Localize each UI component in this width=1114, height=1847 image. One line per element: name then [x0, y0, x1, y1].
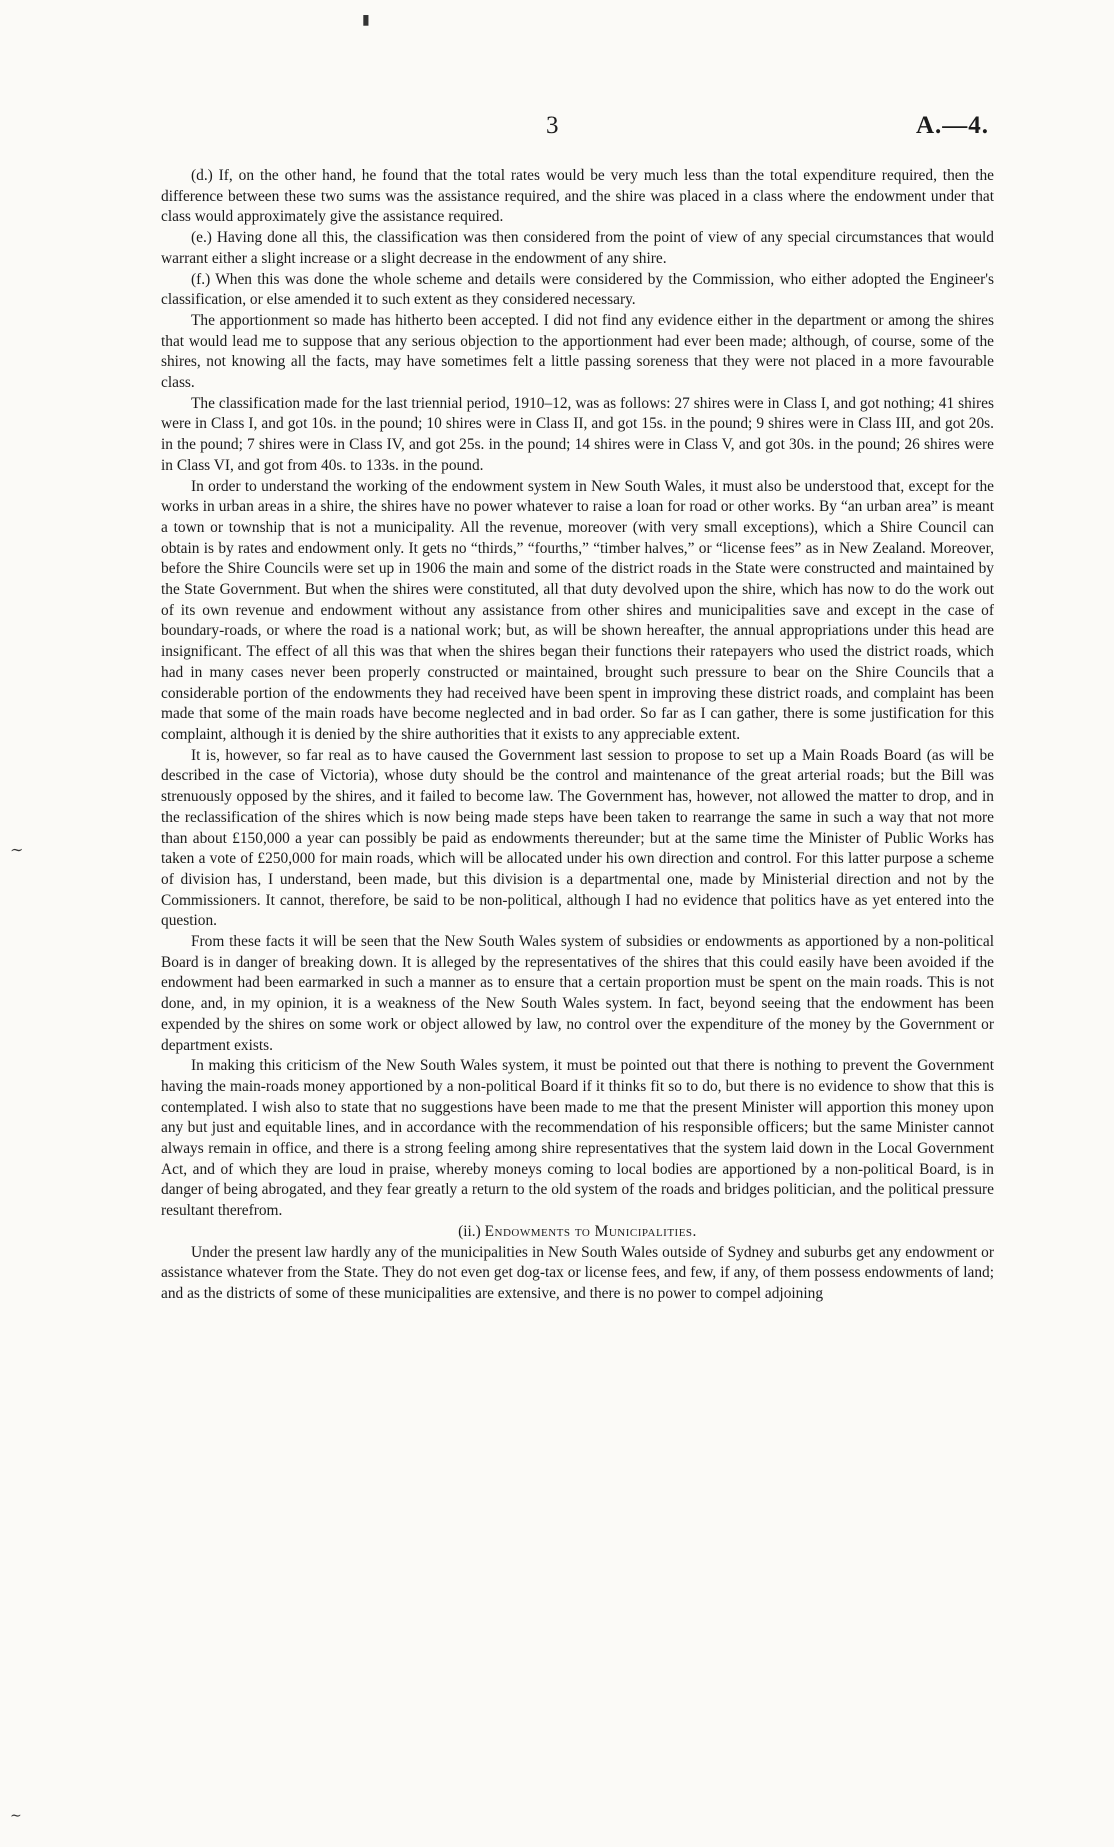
section-title: Endowments to Municipalities.: [484, 1222, 697, 1240]
paragraph-breaking-down: From these facts it will be seen that the New South Wales system of subsidies or endowments as apportioned by a non-political Board is in danger of breaking down. It is alleged by the representatives of the shires that this could easily have been avoided if the endowment had been earmarked in such a manner as to ensure that a certain proportion must be spent on the main roads. This is not done, and, in my opinion, it is a weakness of the New South Wales system. In fact, beyond seeing that the endowment has been expended by the shires on some work or object allowed by law, no control over the expenditure of the money by the Government or department exists.: [161, 933, 994, 1054]
section-number: (ii.): [458, 1222, 481, 1240]
paper-reference: A.—4.: [915, 112, 989, 139]
paragraph-classification: The classification made for the last triennial period, 1910–12, was as follows: 27 shires were in Class I, and got nothing; 41 shires were in Class I, and got 10s. in the pound; 10 shires were in Class II, and got 15s. in the pound; 9 shires were in Class III, and got 20s. in the pound; 7 shires were in Class IV, and got 25s. in the pound; 14 shires were in Class V, and got 30s. in the pound; 26 shires were in Class VI, and got from 40s. to 133s. in the pound.: [161, 394, 994, 474]
margin-mark: ∼: [10, 1809, 22, 1824]
page-number: 3: [546, 112, 559, 139]
paragraph-main-roads-board: It is, however, so far real as to have caused the Government last session to propose to set up a Main Roads Board (as will be described in the case of Victoria), whose duty should be the control and maintenance of the great arterial roads; but the Bill was strenuously opposed by the shires, and it failed to become law. The Government has, however, not allowed the matter to drop, and in the reclassification of the shires which is now being made steps have been taken to rearrange the same in such a way that not more than about £150,000 a year can possibly be paid as endowments thereunder; but at the same time the Minister of Public Works has taken a vote of £250,000 for main roads, which will be allocated under his own direction and control. For this latter purpose a scheme of division has, I understand, been made, but this division is a departmental one, made by Ministerial direction and not by the Commissioners. It cannot, therefore, be said to be non-political, although I had no evidence that politics have as yet entered into the question.: [161, 746, 994, 930]
paragraph-d: (d.) If, on the other hand, he found that the total rates would be very much less than the total expenditure required, then the difference between these two sums was the assistance required, and the shire was placed in a class where the endowment under that class would approximately give the assistance required.: [161, 167, 994, 226]
paragraph-apportionment: The apportionment so made has hitherto been accepted. I did not find any evidence either in the department or among the shires that would lead me to suppose that any serious objection to the apportionment had ever been made; although, of course, some of the shires, not knowing all the facts, may have sometimes felt a little passing soreness that they were not placed in a more favourable class.: [161, 311, 994, 392]
paragraph-f: (f.) When this was done the whole scheme and details were considered by the Commission, who either adopted the Engineer's classification, or else amended it to such extent as they considered necessary.: [161, 270, 994, 309]
paragraph-e: (e.) Having done all this, the classification was then considered from the point of view of any special circumstances that would warrant either a slight increase or a slight decrease in the endowment of any shire.: [161, 229, 994, 267]
scan-speck: ▮: [362, 13, 370, 28]
margin-mark: ∼: [10, 842, 24, 859]
paragraph-criticism: In making this criticism of the New South Wales system, it must be pointed out that there is nothing to prevent the Government having the main-roads money apportioned by a non-political Board if it thinks fit so to do, but there is no evidence to show that this is contemplated. I wish also to state that no suggestions have been made to me that the present Minister will apportion this money upon any but just and equitable lines, and in accordance with the recommendation of his responsible officers; but the same Minister cannot always remain in office, and there is a strong feeling among shire representatives that the system laid down in the Local Government Act, and of which they are loud in praise, whereby moneys coming to local bodies are apportioned by a non-political Board, is in danger of being abrogated, and they fear greatly a return to the old system of the roads and bridges politician, and the political pressure resultant therefrom.: [161, 1057, 994, 1220]
section-heading: [161, 1222, 994, 1243]
page-header: [0, 112, 1114, 142]
document-body: [161, 166, 994, 1305]
paragraph-municipalities: Under the present law hardly any of the municipalities in New South Wales outside of Sydney and suburbs get any endowment or assistance whatever from the State. They do not even get dog-tax or license fees, and few, if any, of them possess endowments of land; and as the districts of some of these municipalities are extensive, and there is no power to compel adjoining: [161, 1243, 994, 1302]
paragraph-endowment-system: In order to understand the working of the endowment system in New South Wales, it must also be understood that, except for the works in urban areas in a shire, the shires have no power whatever to raise a loan for road or other works. By “an urban area” is meant a town or township that is not a municipality. All the revenue, moreover (with very small exceptions), which a Shire Council can obtain is by rates and endowment only. It gets no “thirds,” “fourths,” “timber halves,” or “license fees” as in New Zealand. Moreover, before the Shire Councils were set up in 1906 the main and some of the district roads in the State were constructed and maintained by the State Government. But when the shires were constituted, all that duty devolved upon the shire, which has now to do the work out of its own revenue and endowment without any assistance from other shires and municipalities save and except in the case of boundary-roads, or where the road is a national work; but, as will be shown hereafter, the annual appropriations under this head are insignificant. The effect of all this was that when the shires began their functions their ratepayers who used the district roads, which had in many cases never been properly constructed or maintained, brought such pressure to bear on the Shire Councils that a considerable portion of the endowments they had received have been spent in improving these district roads, and complaint has been made that some of the main roads have become neglected and in bad order. So far as I can gather, there is some justification for this complaint, although it is denied by the shire authorities that it exists to any appreciable extent.: [161, 477, 994, 743]
